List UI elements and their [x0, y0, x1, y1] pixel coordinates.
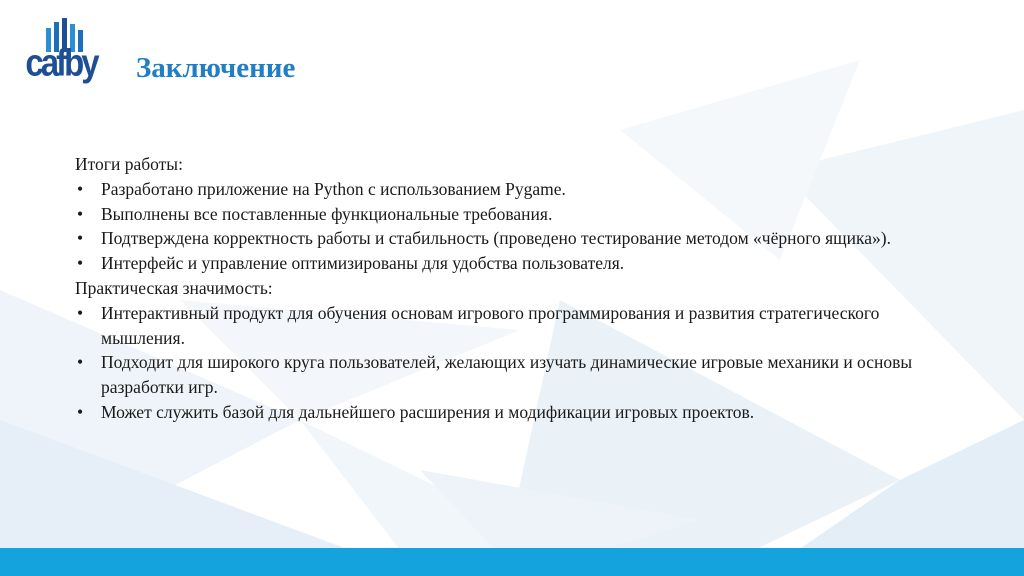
- footer-bar: [0, 548, 1024, 576]
- section-heading-significance: Практическая значимость:: [75, 277, 273, 298]
- list-item: • Подтверждена корректность работы и стабильность (проведено тестирование методом «чёрного ящика»).: [75, 226, 955, 251]
- list-item: • Интерактивный продукт для обучения основам игрового программирования и развития стратегического мышления.: [75, 301, 955, 351]
- slide-title: Заключение: [136, 52, 296, 84]
- company-logo: [18, 18, 104, 88]
- list-item: • Выполнены все поставленные функциональные требования.: [75, 202, 955, 227]
- results-list: [75, 177, 955, 276]
- list-item: • Разработано приложение на Python с использованием Pygame.: [75, 177, 955, 202]
- slide-body: [75, 152, 955, 425]
- logo-wordmark: cafby: [25, 41, 97, 84]
- significance-list: [75, 301, 955, 425]
- list-item: • Интерфейс и управление оптимизированы для удобства пользователя.: [75, 251, 955, 276]
- list-item: • Может служить базой для дальнейшего расширения и модификации игровых проектов.: [75, 400, 955, 425]
- section-heading-results: Итоги работы:: [75, 154, 183, 174]
- list-item: • Подходит для широкого круга пользователей, желающих изучать динамические игровые механики и основы разработки игр.: [75, 350, 955, 400]
